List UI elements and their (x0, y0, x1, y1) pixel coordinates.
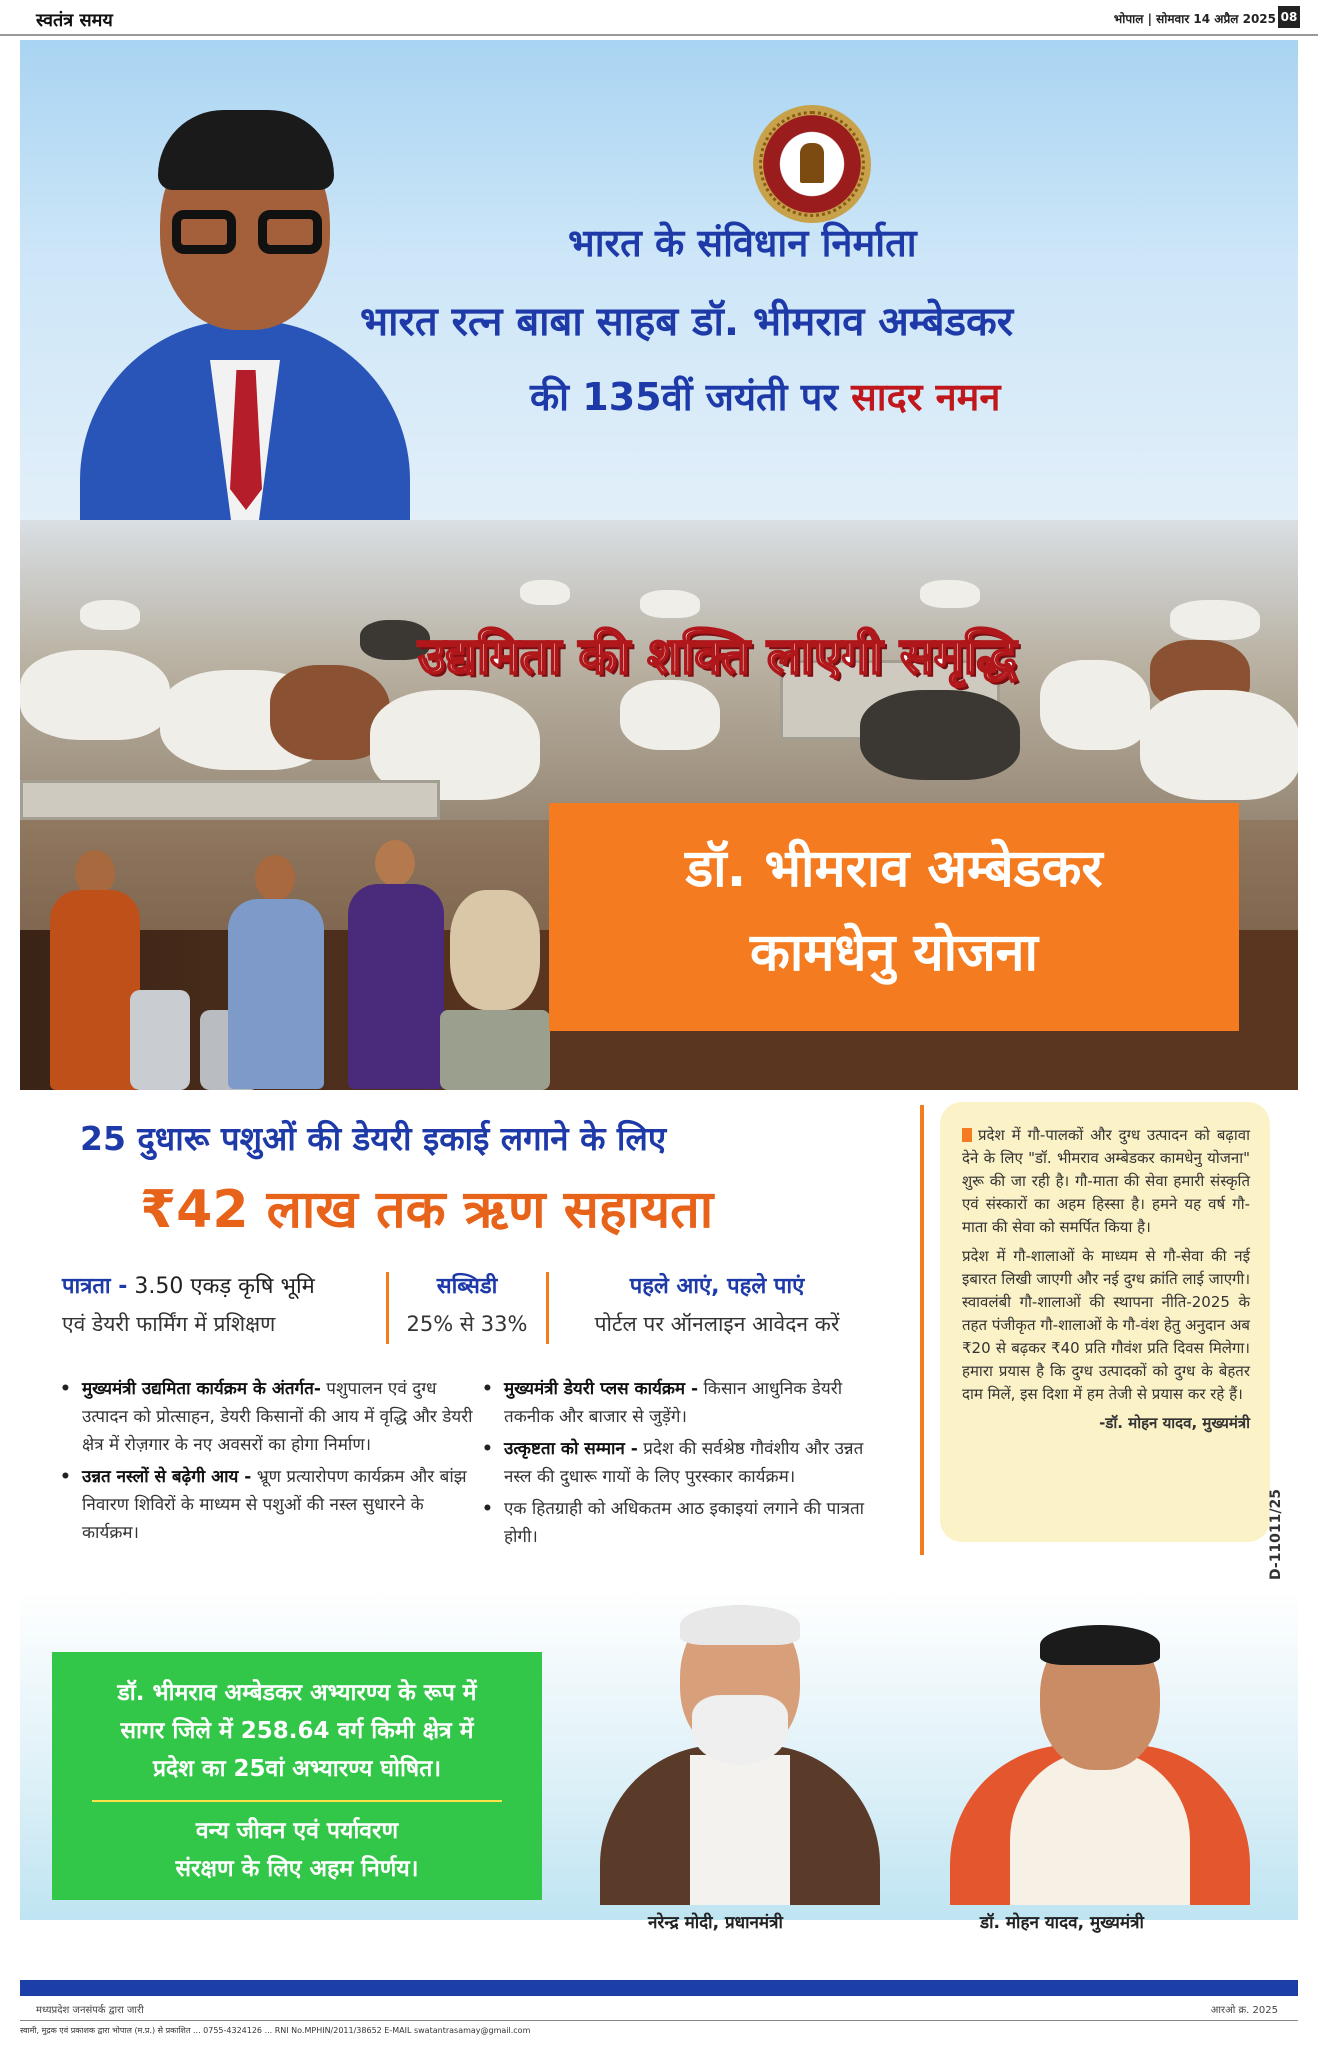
quote-para-2: प्रदेश में गौ-शालाओं के माध्यम से गौ-सेवा की नई इबारत लिखी जाएगी और नई दुग्ध क्रांति लाई जाएगी। स्वावलंबी गौ-शालाओं की स्थापना नीति-2025 के तहत पंजीकृत गौ-शालाओं के गौ-वंश हेतु अनुदान अब ₹20 से बढ़कर ₹40 प्रति गौवंश प्रति दिवस मिलेगा। हमारा प्रयास है कि दुग्ध उत्पादकों को दुग्ध के बेहतर दाम मिलें, इस दिशा में हम तेजी से प्रयास कर रहे हैं। (962, 1247, 1250, 1403)
eligibility-text-b: एवं डेयरी फार्मिंग में प्रशिक्षण (62, 1312, 276, 1336)
cm-caption: डॉ. मोहन यादव, मुख्यमंत्री (980, 1913, 1144, 1933)
newspaper-header (0, 0, 1318, 36)
cm-portrait (940, 1625, 1260, 1905)
scheme-name-line-1: डॉ. भीमराव अम्बेडकर (685, 839, 1103, 899)
quote-para-1: प्रदेश में गौ-पालकों और दुग्ध उत्पादन को बढ़ावा देने के लिए "डॉ. भीमराव अम्बेडकर कामधेनु योजना" शुरू की जा रही है। गौ-माता की सेवा हमारी संस्कृति एवं संस्कारों का अहम हिस्सा है। हमने यह वर्ष गौ-माता की सेवा को समर्पित किया है। (962, 1126, 1250, 1236)
list-item: • उन्नत नस्लों से बढ़ेगी आय - भ्रूण प्रत्यारोपण कार्यक्रम और बांझ निवारण शिविरों के माध्यम से पशुओं की नस्ल सुधारने के कार्यक्रम। (60, 1463, 480, 1547)
hero-line-1: भारत के संविधान निर्माता (568, 221, 917, 265)
sanctuary-line-1: डॉ. भीमराव अम्बेडकर अभ्यारण्य के रूप में (117, 1680, 477, 1706)
quote-signature: -डॉ. मोहन यादव, मुख्यमंत्री (1099, 1414, 1250, 1432)
benefits-list-right (482, 1375, 892, 1555)
quote-mark-icon (962, 1128, 972, 1142)
ad-code: D-11011/25 (1268, 1489, 1284, 1580)
first-come-block (552, 1270, 882, 1338)
dateline: भोपाल | सोमवार 14 अप्रैल 2025 (1113, 12, 1276, 26)
loan-headline: 25 दुधारू पशुओं की डेयरी इकाई लगाने के लिए (80, 1119, 667, 1158)
first-come-value: पोर्टल पर ऑनलाइन आवेदन करें (594, 1312, 840, 1336)
pm-caption: नरेन्द्र मोदी, प्रधानमंत्री (648, 1913, 783, 1933)
slogan-heading: उद्यमिता की शक्ति लाएगी समृद्धि (418, 627, 1017, 685)
list-item: • उत्कृष्टता को सम्मान - प्रदेश की सर्वश्रेष्ठ गौवंशीय और उन्नत नस्ल की दुधारू गायों के लिए पुरस्कार कार्यक्रम। (482, 1435, 892, 1491)
eligibility-block (62, 1270, 382, 1338)
farmer-man-purple-shirt (340, 840, 450, 1090)
list-item: • मुख्यमंत्री उद्यमिता कार्यक्रम के अंतर्गत- पशुपालन एवं दुग्ध उत्पादन को प्रोत्साहन, डेयरी किसानों की आय में वृद्धि और डेयरी क्षेत्र में रोज़गार के नए अवसरों का होगा निर्माण। (60, 1375, 480, 1459)
list-item: • एक हितग्राही को अधिकतम आठ इकाइयां लगाने की पात्रता होगी। (482, 1495, 892, 1551)
eligibility-label: पात्रता - (62, 1274, 128, 1299)
subsidy-block (392, 1270, 542, 1338)
column-divider (546, 1272, 549, 1344)
pm-portrait (580, 1605, 900, 1905)
list-item: • मुख्यमंत्री डेयरी प्लस कार्यक्रम - किसान आधुनिक डेयरी तकनीक और बाजार से जुड़ेंगे। (482, 1375, 892, 1431)
hero-banner (20, 40, 1298, 520)
loan-amount: ₹42 लाख तक ऋण सहायता (140, 1180, 714, 1240)
column-divider (386, 1272, 389, 1344)
hero-line-3-highlight: सादर नमन (851, 375, 1001, 419)
footer-left-note: मध्यप्रदेश जनसंपर्क द्वारा जारी (36, 2005, 144, 2016)
newspaper-masthead: स्वतंत्र समय (36, 10, 113, 31)
hero-line-3-main: की 135वीं जयंती पर (530, 375, 852, 419)
hero-line-2: भारत रत्न बाबा साहब डॉ. भीमराव अम्बेडकर (360, 299, 1014, 345)
benefits-list-left (60, 1375, 480, 1551)
sanctuary-announcement-box (52, 1652, 542, 1900)
divider (92, 1800, 502, 1802)
eligibility-text-a: 3.50 एकड़ कृषि भूमि (127, 1274, 315, 1299)
hero-line-3 (530, 370, 1001, 422)
scheme-name-box (549, 803, 1239, 1031)
sanctuary-line-3: प्रदेश का 25वां अभ्यारण्य घोषित। (152, 1756, 442, 1782)
sanctuary-line-5: संरक्षण के लिए अहम निर्णय। (175, 1856, 419, 1882)
footer-band (20, 1980, 1298, 1996)
subsidy-value: 25% से 33% (406, 1312, 528, 1336)
newspaper-imprint: स्वामी, मुद्रक एवं प्रकाशक द्वारा भोपाल (म.प्र.) से प्रकाशित ... 0755-4324126 ... RNI No.MPHIN/2011/38652 E-MAIL swatantrasamay@gmail.com (20, 2020, 1298, 2036)
mp-government-emblem-icon (753, 105, 871, 223)
footer-right-note: आरओ क्र. 2025 (1210, 2005, 1278, 2016)
cm-quote-box (940, 1102, 1270, 1542)
sanctuary-line-2: सागर जिले में 258.64 वर्ग किमी क्षेत्र में (120, 1718, 474, 1744)
farmer-man-checked-shirt (220, 855, 330, 1090)
scheme-name-line-2: कामधेनु योजना (750, 923, 1038, 983)
cow-feeding (440, 890, 550, 1090)
sanctuary-line-4: वन्य जीवन एवं पर्यावरण (195, 1818, 399, 1844)
first-come-label: पहले आएं, पहले पाएं (629, 1274, 805, 1299)
quote-divider (920, 1105, 924, 1555)
subsidy-label: सब्सिडी (436, 1274, 498, 1299)
page-number: 08 (1278, 6, 1300, 28)
